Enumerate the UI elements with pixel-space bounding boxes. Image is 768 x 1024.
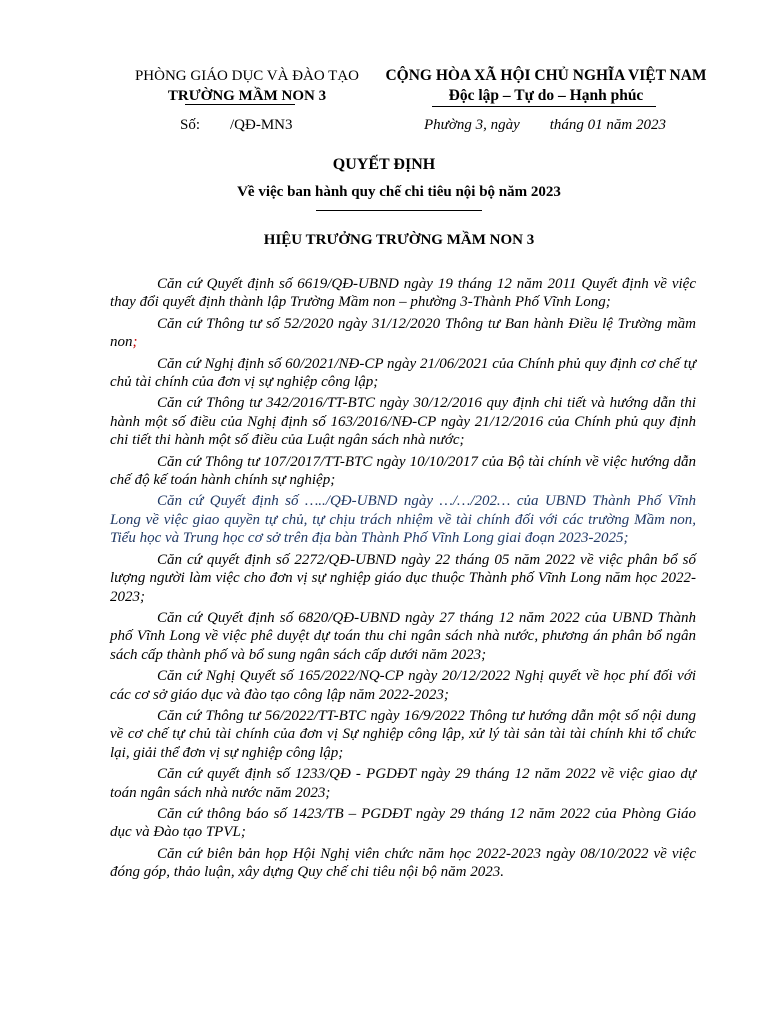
basis-paragraph: Căn cứ Quyết định số 6619/QĐ-UBND ngày 19 tháng 12 năm 2011 Quyết định về việc thay đổi quyết định thành lập Trường Mầm non – phường 3-Thành Phố Vĩnh Long; bbox=[110, 276, 696, 311]
document-date: Phường 3, ngày tháng 01 năm 2023 bbox=[424, 117, 667, 133]
document-number bbox=[180, 117, 293, 134]
issuing-authority: HIỆU TRƯỞNG TRƯỜNG MẦM NON 3 bbox=[263, 232, 535, 248]
basis-paragraph: Căn cứ Thông tư 56/2022/TT-BTC ngày 16/9/2022 Thông tư hướng dẫn một số nội dung về cơ chế tự chủ tài chính của đơn vị Sự nghiệp công lập, xử lý tài sản tài tài chính khi tổ chức lại, giải thể đơn vị sự nghiệp công lập; bbox=[110, 707, 696, 761]
basis-paragraph: Căn cứ Quyết định số 6820/QĐ-UBND ngày 27 tháng 12 năm 2022 của UBND Thành phố Vĩnh Long về việc phê duyệt dự toán thu chi ngân sách nhà nước, phương án phân bổ ngân sách cấp thành phố và bổ sung ngân sách cấp dưới năm 2023; bbox=[110, 609, 696, 663]
red-semicolon: ; bbox=[132, 334, 138, 351]
basis-paragraph-highlighted: Căn cứ Quyết định số …../QĐ-UBND ngày …/…/202… của UBND Thành Phố Vĩnh Long về việc giao quyền tự chủ, tự chịu trách nhiệm về tài chính đối với các trường Mầm non, Tiểu học và Trung học cơ sở trên địa bàn Thành Phố Vĩnh Long giai đoạn 2023-2025; bbox=[110, 493, 696, 547]
basis-paragraph: Căn cứ Thông tư 342/2016/TT-BTC ngày 30/12/2016 quy định chi tiết và hướng dẫn thi hành một số điều của Nghị định số 163/2016/NĐ-CP ngày 21/12/2016 của Chính phủ quy định chi tiết thi hành một số điều của Luật ngân sách nhà nước; bbox=[110, 395, 696, 449]
basis-paragraph: Căn cứ Nghị định số 60/2021/NĐ-CP ngày 21/06/2021 của Chính phủ quy định cơ chế tự chủ tài chính của đơn vị sự nghiệp công lập; bbox=[110, 355, 696, 391]
issuing-organization bbox=[118, 66, 376, 106]
basis-text: Căn cứ Thông tư số 52/2020 ngày 31/12/2020 Thông tư Ban hành Điều lệ Trường mầm non bbox=[110, 315, 696, 351]
number-label: Số: bbox=[180, 117, 201, 133]
basis-paragraph: Căn cứ Nghị Quyết số 165/2022/NQ-CP ngày 20/12/2022 Nghị quyết về học phí đối với các cơ sở giáo dục và đào tạo công lập năm 2022-2023; bbox=[110, 668, 696, 703]
number-value: /QĐ-MN3 bbox=[230, 117, 293, 133]
nation-name: CỘNG HÒA XÃ HỘI CHỦ NGHĨA VIỆT NAM bbox=[385, 67, 707, 84]
org-department: PHÒNG GIÁO DỤC VÀ ĐÀO TẠO bbox=[134, 68, 360, 84]
national-heading bbox=[382, 66, 710, 106]
document-subtitle: Về việc ban hành quy chế chi tiêu nội bộ năm 2023 bbox=[237, 184, 561, 200]
basis-paragraph bbox=[110, 315, 696, 352]
legal-basis bbox=[110, 275, 696, 885]
basis-paragraph: Căn cứ Thông tư 107/2017/TT-BTC ngày 10/10/2017 của Bộ tài chính về việc hướng dẫn chế độ kế toán hành chính sự nghiệp; bbox=[110, 453, 696, 489]
org-underline bbox=[185, 104, 295, 105]
org-school: TRƯỜNG MẦM NON 3 bbox=[167, 88, 327, 104]
motto-underline bbox=[432, 106, 656, 107]
subtitle-underline bbox=[316, 210, 482, 211]
nation-motto: Độc lập – Tự do – Hạnh phúc bbox=[448, 87, 644, 104]
basis-paragraph: Căn cứ quyết định số 2272/QĐ-UBND ngày 22 tháng 05 năm 2022 về việc phân bổ số lượng người làm việc cho đơn vị sự nghiệp giáo dục thuộc Thành phố Vĩnh Long năm học 2022-2023; bbox=[110, 551, 696, 605]
basis-paragraph: Căn cứ biên bản họp Hội Nghị viên chức năm học 2022-2023 ngày 08/10/2022 về việc đóng góp, thảo luận, xây dựng Quy chế chi tiêu nội bộ năm 2023. bbox=[110, 845, 696, 881]
basis-paragraph: Căn cứ thông báo số 1423/TB – PGDĐT ngày 29 tháng 12 năm 2022 của Phòng Giáo dục và Đào tạo TPVL; bbox=[110, 805, 696, 841]
basis-paragraph: Căn cứ quyết định số 1233/QĐ - PGDĐT ngày 29 tháng 12 năm 2022 về việc giao dự toán ngân sách nhà nước năm 2023; bbox=[110, 766, 696, 801]
document-title: QUYẾT ĐỊNH bbox=[332, 156, 436, 173]
